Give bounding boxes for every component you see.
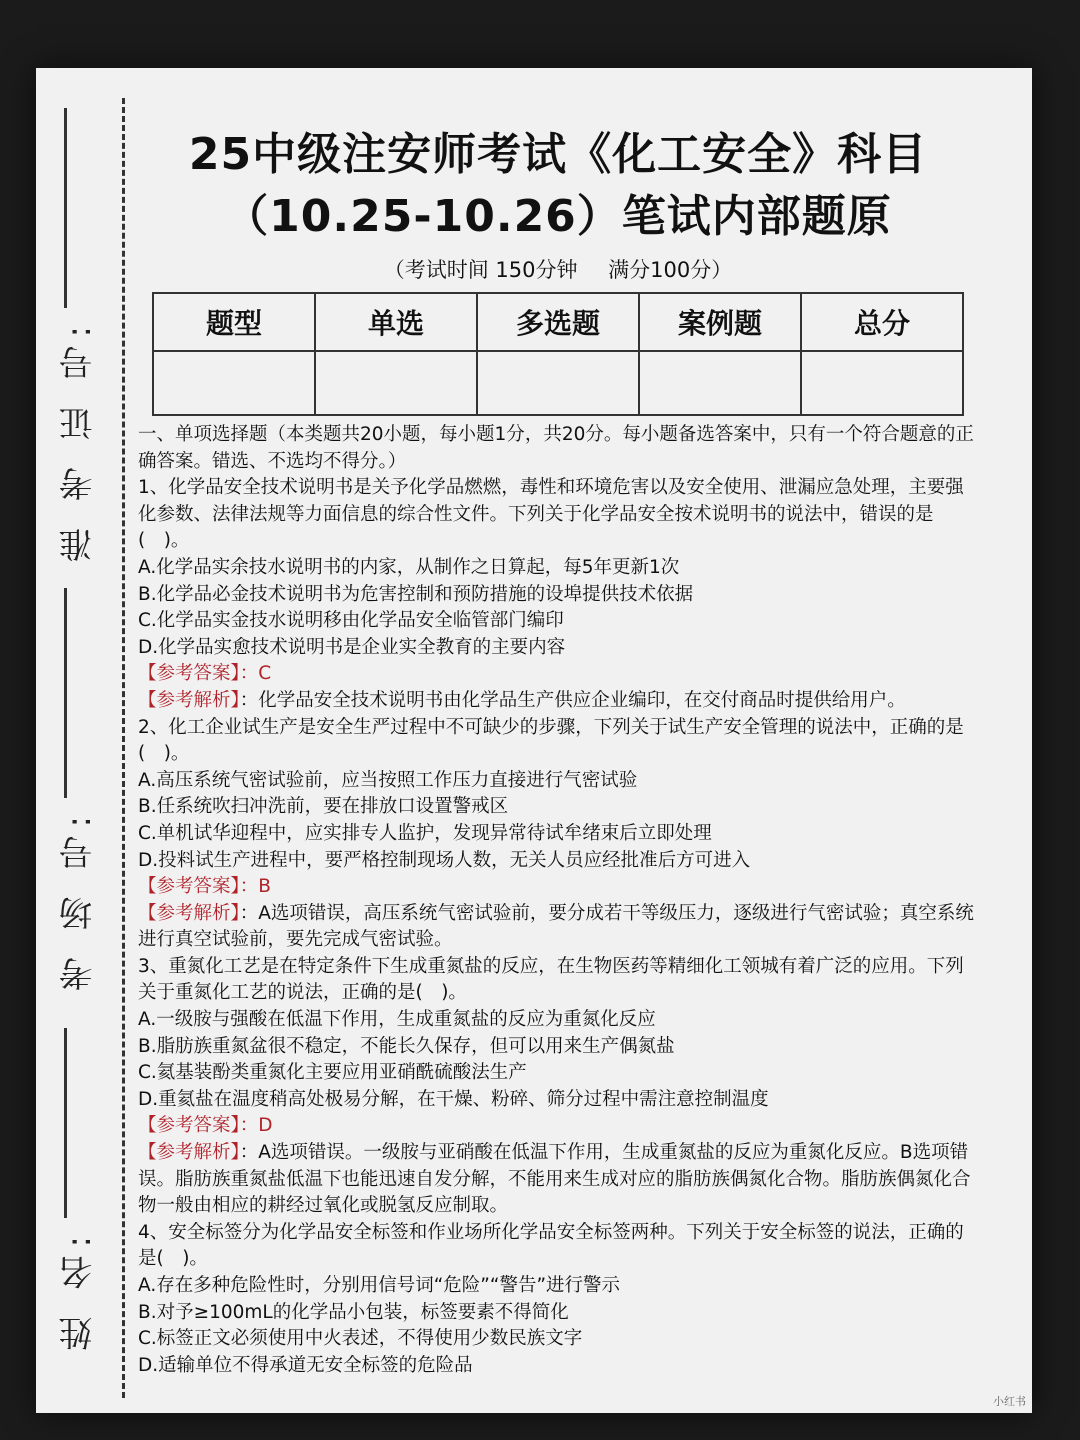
reference-analysis	[138, 688, 978, 715]
name-field	[50, 1228, 110, 1350]
answer-value: ：D	[239, 1115, 273, 1137]
score-cell	[477, 351, 639, 415]
option-c: C.单机试华迎程中，应实排专人监护，发现异常待试牟绪束后立即处理	[138, 822, 712, 844]
score-header-type: 题型	[153, 293, 315, 351]
score-cell	[315, 351, 477, 415]
question-1	[138, 475, 978, 714]
question-stem: 3、重氮化工艺是在特定条件下生成重氮盐的反应，在生物医药等精细化工领城有着广泛的应用。下列关于重氮化工艺的说法，正确的是( )。	[138, 955, 964, 1004]
paper-content	[138, 124, 978, 1379]
analysis-label: 【参考解析】	[138, 1142, 240, 1164]
score-table	[152, 292, 964, 416]
score-header-total: 总分	[801, 293, 963, 351]
score-header-multi: 多选题	[477, 293, 639, 351]
option-a: A.一级胺与强酸在低温下作用，生成重氮盐的反应为重氮化反应	[138, 1009, 656, 1031]
admission-number-field	[50, 318, 110, 562]
question-stem: 1、化学品安全技术说明书是关予化学品燃燃，毒性和环境危害以及安全使用、泄漏应急处理，主要强化参数、法律法规等力面信息的综合性文件。下列关于化学品安全按术说明书的说法中，错误的是( )。	[138, 477, 964, 552]
name-label: 姓 名:	[59, 1228, 99, 1351]
title-line-1: 25中级注安师考试《化工安全》科目	[188, 129, 928, 180]
watermark: 小红书	[993, 1395, 1026, 1408]
exam-info	[138, 254, 978, 284]
answer-label: 【参考答案】	[138, 1115, 240, 1137]
option-b: B.脂肪族重氮盆很不稳定，不能长久保存，但可以用来生产偶氮盐	[138, 1035, 675, 1057]
option-c: C.标签正文必须使用中火表述，不得使用少数民族文字	[138, 1328, 583, 1350]
name-line	[64, 1028, 67, 1218]
answer-label: 【参考答案】	[138, 663, 240, 685]
question-stem: 4、安全标签分为化学品安全标签和作业场所化学品安全标签两种。下列关于安全标签的说法，正确的是( )。	[138, 1221, 964, 1270]
room-number-line	[64, 588, 67, 798]
score-cell	[153, 351, 315, 415]
option-d: D.化学品实愈技术说明书是企业实全教育的主要内容	[138, 636, 566, 658]
fold-dashed-line	[122, 98, 125, 1398]
option-b: B.化学品必金技术说明书为危害控制和预防措施的设埠提供技术依据	[138, 583, 694, 605]
option-d: D.适输单位不得承道无安全标签的危险品	[138, 1354, 473, 1376]
admission-number-line	[64, 108, 67, 308]
answer-value: ：B	[239, 876, 271, 898]
full-score: 满分100分）	[608, 258, 733, 282]
option-a: A.存在多种危险性时，分别用信号词“危险”“警告”进行警示	[138, 1275, 621, 1296]
reference-analysis	[138, 1140, 978, 1220]
question-body	[138, 422, 978, 1379]
title-line-2: （10.25-10.26）笔试内部题原	[224, 191, 892, 242]
reference-answer	[138, 1113, 978, 1140]
question-2	[138, 715, 978, 954]
option-a: A.化学品实余技水说明书的内家，从制作之日算起，每5年更新1次	[138, 556, 680, 578]
option-b: B.任系统吹扫冲洗前，要在排放口设置警戒区	[138, 796, 509, 818]
analysis-text: ：A选项错误，高压系统气密试验前，要分成若干等级压力，逐级进行气密试验；真空系统进行真空试验前，要先完成气密试验。	[138, 902, 974, 951]
analysis-text: ：化学品安全技术说明书由化学品生产供应企业编印，在交付商品时提供给用户。	[239, 689, 906, 711]
option-d: D.投料试生产进程中，要严格控制现场人数，无关人员应经批准后方可进入	[138, 849, 751, 871]
answer-label: 【参考答案】	[138, 876, 240, 898]
score-header-single: 单选	[315, 293, 477, 351]
analysis-label: 【参考解析】	[138, 902, 240, 924]
analysis-label: 【参考解析】	[138, 689, 240, 711]
analysis-text: ：A选项错误。一级胺与亚硝酸在低温下作用，生成重氮盐的反应为重氮化反应。B选项错误。脂肪族重氮盐低温下也能迅速自发分解，不能用来生成对应的脂肪族偶氮化合物。脂肪族偶氮化合物一般由相应的耕经过氧化或脱氢反应制取。	[138, 1142, 971, 1217]
option-b: B.对予≥100mL的化学品小包装，标签要素不得简化	[138, 1301, 569, 1323]
option-c: C.化学品实金技水说明移由化学品安全临管部门编印	[138, 610, 564, 632]
score-cell	[801, 351, 963, 415]
reference-answer	[138, 874, 978, 901]
score-cell	[639, 351, 801, 415]
score-header-case: 案例题	[639, 293, 801, 351]
question-4	[138, 1220, 978, 1380]
exam-time: （考试时间 150分钟	[383, 258, 578, 282]
reference-answer	[138, 661, 978, 688]
page-title	[138, 124, 978, 248]
room-number-label: 考 场 号:	[59, 808, 99, 992]
admission-number-label: 准 考 证 号:	[59, 318, 99, 562]
answer-value: ：C	[239, 663, 272, 685]
option-c: C.氦基装酚类重氮化主要应用亚硝酰硫酸法生产	[138, 1062, 527, 1084]
question-3	[138, 954, 978, 1220]
option-a: A.高压系统气密试验前，应当按照工作压力直接进行气密试验	[138, 769, 638, 791]
question-stem: 2、化工企业试生产是安全生严过程中不可缺少的步骤，下列关于试生产安全管理的说法中，正确的是( )。	[138, 716, 964, 765]
section-intro: 一、单项选择题（本类题共20小题，每小题1分，共20分。每小题备选答案中，只有一个符合题意的正确答案。错选、不选均不得分。）	[138, 424, 974, 472]
reference-analysis	[138, 901, 978, 954]
room-number-field	[50, 808, 110, 991]
exam-paper	[36, 68, 1032, 1413]
option-d: D.重氦盐在温度稍高处极易分解，在干燥、粉碎、筛分过程中需注意控制温度	[138, 1088, 769, 1110]
